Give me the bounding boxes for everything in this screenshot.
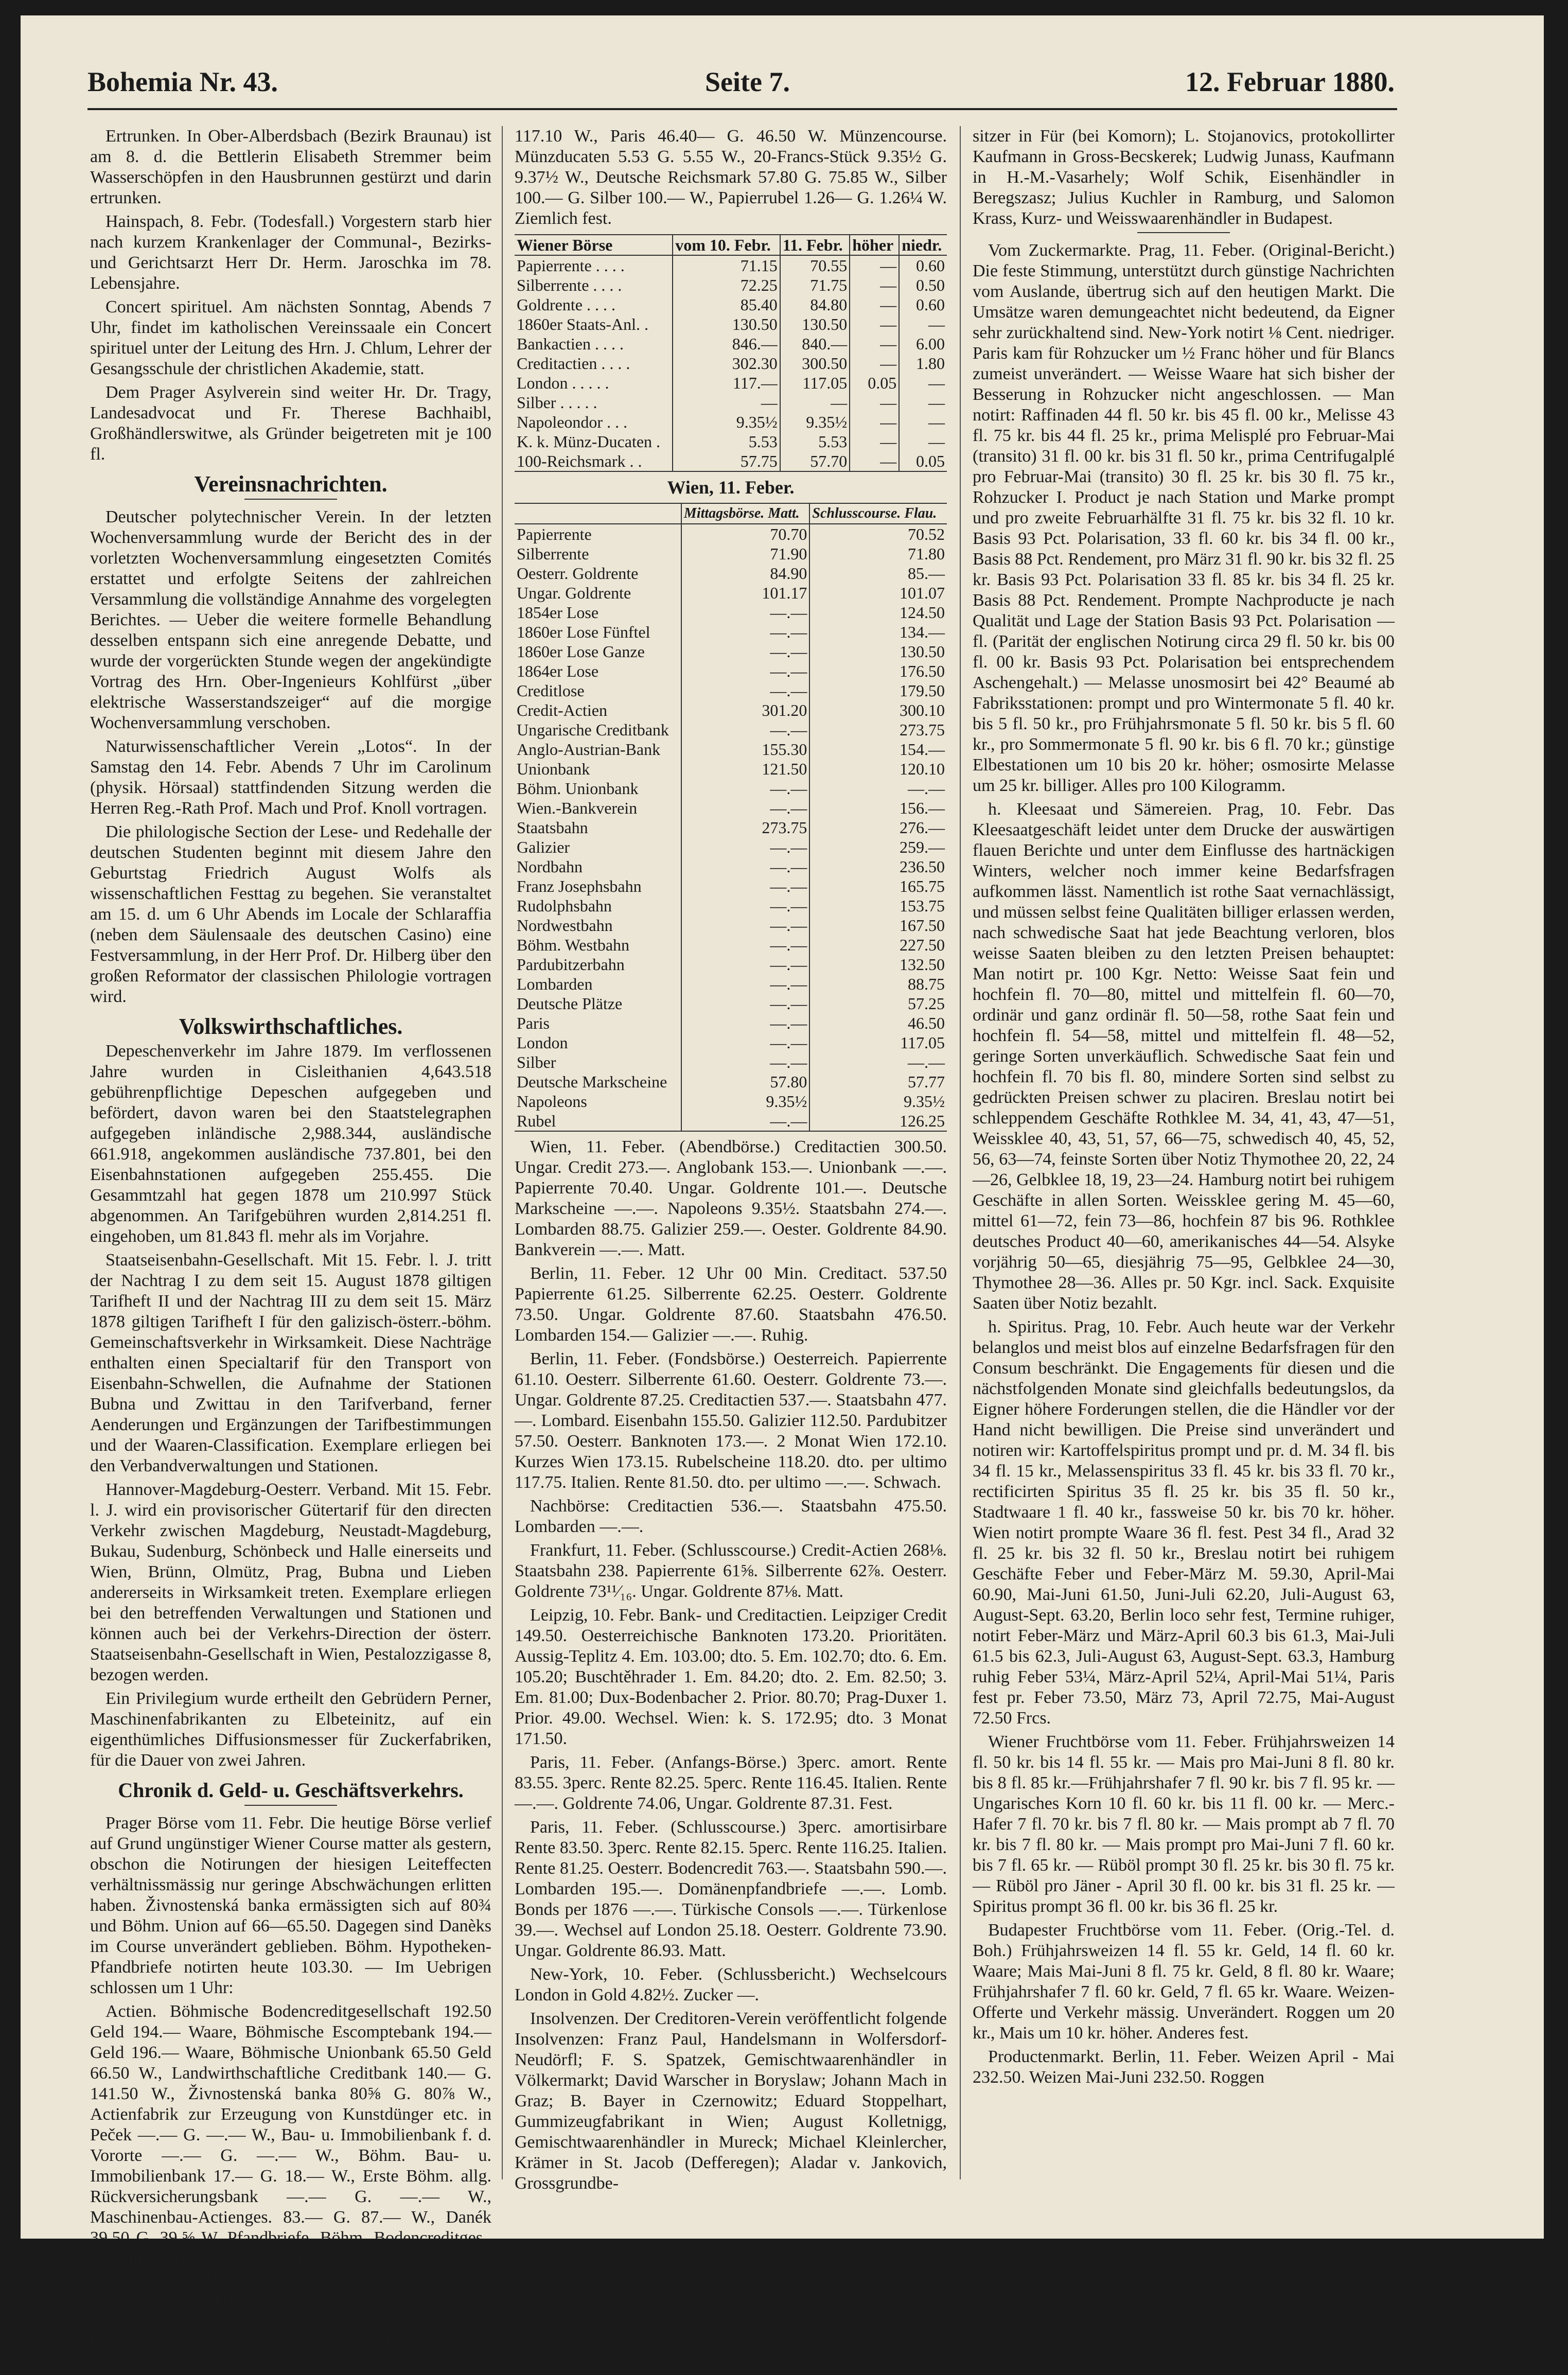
column-2 [515, 126, 947, 2197]
news-item: Depeschenverkehr im Jahre 1879. Im verflossenen Jahre wurden in Cisleithanien 4,643.518 gebührenpflichtige Depeschen aufgegeben und befördert, davon waren bei den Staatstelegraphen aufgegeben inländische 2,988.344, ausländische 661.918, angekommen ausländische 737.801, bei den Eisenbahnstationen aufgegeben 255.455. Die Gesammtzahl hat gegen 1878 um 210.997 Stück abgenommen. An Tarifgebühren wurden 2,814.251 fl. eingehoben, um 81.843 fl. mehr als im Vorjahre. [90, 1042, 491, 1246]
table-cell: — [850, 255, 899, 275]
table-cell: — [850, 334, 899, 354]
table-cell: —.— [681, 681, 809, 700]
table-header-row [515, 503, 947, 524]
table-cell: 85.— [809, 564, 947, 583]
table-cell: 273.75 [681, 818, 809, 837]
news-item: Productenmarkt. Berlin, 11. Feber. Weizen April - Mai 232.50. Weizen Mai-Juni 232.50. Roggen [973, 2047, 1395, 2087]
news-item: Leipzig, 10. Febr. Bank- und Creditactien. Leipziger Credit 149.50. Oesterreichische Banknoten 173.20. Prioritäten. Aussig-Teplitz 4. Em. 103.00; dto. 5. Em. 102.70; dto. 6. Em. 105.20; Buschtěhrader 1. Em. 84.20; dto. 2. Em. 82.50; 3. Em. 81.00; Dux-Bodenbacher 2. Prior. 80.70; Prag-Duxer 1. Prior. 49.00. Wechsel. Wien: k. S. 172.95; dto. 3 Monat 171.50. [515, 1606, 947, 1748]
table-cell: Rubel [517, 1112, 556, 1130]
table-row [515, 740, 947, 759]
table-row [515, 857, 947, 876]
table-cell: 84.80 [780, 295, 850, 314]
table-cell: 132.50 [809, 955, 947, 974]
table-row [515, 1052, 947, 1072]
table-row [515, 661, 947, 681]
table-cell: Nordbahn [517, 857, 583, 876]
section-title-verein: Vereinsnachrichten. [194, 471, 387, 497]
table-row [515, 393, 947, 412]
news-item: Deutscher polytechnischer Verein. In der letzten Wochenversammlung wurde der Bericht des in der vorletzten Wochenversammlung eingesetzten Comités erstattet und erfolgte Seitens der zahlreichen Versammlung die vollständige Annahme des vorgelegten Berichtes. — Ueber die weitere formelle Behandlung desselben entspann sich eine anregende Debatte, und wurde der vorgerückten Stunde wegen der angekündigte Vortrag des Hrn. Ober-Ingenieurs Kohlfürst „über elektrische Wasserstandszeiger“ auf die morgige Wochenversammlung verschoben. [90, 507, 491, 732]
column-header: vom 10. Febr. [673, 235, 780, 255]
table-cell: —.— [681, 935, 809, 955]
table-cell: 165.75 [809, 876, 947, 896]
column-header [515, 503, 681, 524]
table-row [515, 622, 947, 642]
table-cell: — [899, 373, 947, 393]
table-cell: —.— [681, 876, 809, 896]
table-header-row [515, 235, 947, 255]
table-row [515, 955, 947, 974]
table-cell: 85.40 [673, 295, 780, 314]
table-row [515, 334, 947, 354]
news-item: Dem Prager Asylverein sind weiter Hr. Dr. Tragy, Landesadvocat und Fr. Therese Bachhaibl, Großhändlerswitwe, als Gründer beigetreten mit je 100 fl. [90, 383, 491, 464]
news-item: Naturwissenschaftlicher Verein „Lotos“. In der Samstag den 14. Febr. Abends 7 Uhr im Carolinum (physik. Hörsaal) stattfindenden Sitzung werden die Herren Reg.-Rath Prof. Mach und Prof. Knoll vortragen. [90, 737, 491, 818]
table-cell: 101.07 [809, 583, 947, 603]
table-cell: Böhm. Westbahn [517, 936, 630, 954]
table-row [515, 935, 947, 955]
table-cell: 57.77 [809, 1072, 947, 1092]
table-cell: 154.— [809, 740, 947, 759]
table-cell: Silber . . . . . [517, 393, 597, 412]
table-cell: —.— [681, 603, 809, 622]
table-cell: 1864er Lose [517, 662, 599, 680]
table-cell: Silberrente . . . . [517, 276, 622, 294]
table-cell: — [780, 393, 850, 412]
table-cell: 57.70 [780, 451, 850, 471]
table-row [515, 295, 947, 314]
table-cell: 179.50 [809, 681, 947, 700]
table-cell: — [850, 275, 899, 295]
table-cell: Creditactien . . . . [517, 354, 630, 373]
table-row [515, 544, 947, 564]
table-cell: 57.75 [673, 451, 780, 471]
table-cell: 259.— [809, 837, 947, 857]
table-cell: Deutsche Markscheine [517, 1072, 667, 1091]
table-cell: Papierrente [517, 525, 592, 543]
column-header: Mittagsbörse. Matt. [681, 503, 809, 524]
table-cell: 57.25 [809, 994, 947, 1013]
table-cell: 1.80 [899, 354, 947, 373]
table-cell: 121.50 [681, 759, 809, 779]
wiener-boerse-rows [515, 255, 947, 471]
table-cell: 117.05 [780, 373, 850, 393]
table-cell: 9.35½ [673, 412, 780, 432]
table-cell: — [850, 393, 899, 412]
table-cell: Anglo-Austrian-Bank [517, 740, 661, 759]
table-cell: 124.50 [809, 603, 947, 622]
table-row [515, 700, 947, 720]
table-cell: 167.50 [809, 916, 947, 935]
table-cell: Napoleondor . . . [517, 413, 628, 431]
table-cell: —.— [681, 1052, 809, 1072]
news-item: Concert spirituel. Am nächsten Sonntag, Abends 7 Uhr, findet im katholischen Vereinssaale ein Concert spirituel unter der Leitung des Hrn. J. Chlum, Lehrer der Gesangsschule der christlichen Akademie, statt. [90, 297, 491, 378]
table-row [515, 564, 947, 583]
table-cell: —.— [681, 916, 809, 935]
news-item: Wien, 11. Feber. (Abendbörse.) Creditactien 300.50. Ungar. Credit 273.—. Anglobank 153.—. Unionbank —.—. Papierrente 70.40. Ungar. Goldrente 101.—. Deutsche Markscheine —.—. Napoleons 9.35½. Staatsbahn 274.—. Lombarden 88.75. Galizier 259.—. Oester. Goldrente 84.90. Bankverein —.—. Matt. [515, 1137, 947, 1259]
table-row [515, 974, 947, 994]
table-cell: 0.60 [899, 255, 947, 275]
column-divider [502, 126, 503, 2179]
market-reports [515, 1137, 947, 2194]
table-row [515, 354, 947, 373]
commodity-reports [973, 240, 1395, 2088]
table-cell: Deutsche Plätze [517, 994, 623, 1013]
table-cell: 276.— [809, 818, 947, 837]
news-item: sitzer in Für (bei Komorn); L. Stojanovics, protokollirter Kaufmann in Gross-Becskerek; Ludwig Junass, Kaufmann in H.-M.-Vasarhely; Wolf Schik, Eisenhändler in Beregszasz; Julius Kuchler in Ramburg, und Salomon Krass, Kurz- und Weisswaarenhändler in Budapest. [973, 127, 1395, 228]
table-cell: Silberrente [517, 544, 589, 563]
table-cell: 236.50 [809, 857, 947, 876]
table-cell: 840.— [780, 334, 850, 354]
table-cell: 0.50 [899, 275, 947, 295]
wien-courses-table [515, 503, 947, 1132]
table-cell: —.— [681, 661, 809, 681]
table-cell: —.— [681, 720, 809, 740]
table-cell: Rudolphsbahn [517, 896, 612, 915]
table-cell: 117.05 [809, 1033, 947, 1052]
table-cell: 176.50 [809, 661, 947, 681]
table-cell: 130.50 [780, 314, 850, 334]
table-cell: 156.— [809, 798, 947, 818]
table-cell: —.— [681, 1111, 809, 1131]
header-rule [87, 108, 1397, 110]
table-cell: 846.— [673, 334, 780, 354]
news-item: Budapester Fruchtbörse vom 11. Feber. (Orig.-Tel. d. Boh.) Frühjahrsweizen 14 fl. 55 kr. Geld, 14 fl. 60 kr. Waare; Mais Mai-Juni 8 fl. 75 kr. Geld, 8 fl. 80 kr. Waare; Frühjahrshafer 7 fl. 60 kr. Geld, 7 fl. 65 kr. Waare. Weizen-Offerte und Verkehr mässig. Unverändert. Roggen um 20 kr., Mais um 10 kr. höher. Anderes fest. [973, 1921, 1395, 2043]
news-item: Nachbörse: Creditactien 536.—. Staatsbahn 475.50. Lombarden —.—. [515, 1497, 947, 1536]
table-row [515, 642, 947, 661]
table-cell: —.— [681, 1033, 809, 1052]
news-item: Hannover-Magdeburg-Oesterr. Verband. Mit 15. Febr. l. J. wird ein provisorischer Gütertarif für den directen Verkehr zwischen Magdeburg, Neustadt-Magdeburg, Bukau, Sudenburg, Schönbeck und Halle einerseits und Wien, Brünn, Olmütz, Prag, Bubna und Lieben andererseits in Wirksamkeit treten. Exemplare erliegen bei den betreffenden Verwaltungen und Stationen und können auch bei der Verkehrs-Direction der österr. Staatseisenbahn-Gesellschaft in Wien, Pestalozzigasse 8, bezogen werden. [90, 1480, 491, 1684]
table-cell: 0.05 [899, 451, 947, 471]
table-row [515, 720, 947, 740]
table-row [515, 412, 947, 432]
table-cell: 70.55 [780, 255, 850, 275]
table-cell: 130.50 [673, 314, 780, 334]
section-rule [1137, 232, 1230, 233]
table-cell: 0.60 [899, 295, 947, 314]
table-row [515, 876, 947, 896]
table-row [515, 837, 947, 857]
table-cell: Staatsbahn [517, 818, 588, 837]
wien-courses-rows [515, 524, 947, 1131]
table-row [515, 255, 947, 275]
table-cell: 300.10 [809, 700, 947, 720]
table-cell: —.— [681, 857, 809, 876]
table-cell: 134.— [809, 622, 947, 642]
table-cell: 5.53 [780, 432, 850, 451]
table-cell: 117.— [673, 373, 780, 393]
table-cell: K. k. Münz-Ducaten . [517, 432, 661, 451]
news-item: Insolvenzen. Der Creditoren-Verein veröffentlicht folgende Insolvenzen: Franz Paul, Handelsmann in Wolfersdorf-Neudörfl; F. S. Spatzek, Gemischtwaarenhändler in Völkermarkt; David Warscher in Boryslaw; Johann Mach in Graz; B. Bayer in Czernowitz; Eduard Stoppelhart, Gummizeugfabrikant in Wien; August Kolletnigg, Gemischtwaarenhändler in Mureck; Michael Kleinlercher, Krämer in St. Jacob (Defferegen); Aladar v. Jankovich, Grossgrundbe- [515, 2009, 947, 2193]
table-row [515, 994, 947, 1013]
masthead [87, 66, 1395, 102]
table-cell: Franz Josephsbahn [517, 877, 642, 895]
table-row [515, 759, 947, 779]
news-item: h. Kleesaat und Sämereien. Prag, 10. Febr. Das Kleesaatgeschäft leidet unter dem Drucke der auswärtigen flauen Berichte und unter dem Einflusse des hartnäckigen Winters, welcher noch immer keine Bedarfsfragen aufkommen lässt. Namentlich ist rothe Saat vernachlässigt, und müssen selbst feine Qualitäten billiger erlassen werden, nach schwedische Saat hat jede Beachtung verloren, blos weisse Saaten bleiben zu den letzten Preisen behauptet: Man notirt pr. 100 Kgr. Netto: Weisse Saat fein und hochfein fl. 70—80, mittel und mittelfein fl. 60—70, ordinär und ganz ordinär fl. 50—58, rothe Saat fein und hochfein fl. 54—58, mittel und mittelfein fl. 48—52, geringe Sorten unverkäuflich. Schwedische Saat fein und hochfein fl. 70 bis fl. 80, mindere Sorten sind selbst zu gedrückten Preisen schwer zu placiren. Breslau notirt bei schleppendem Geschäfte Rothklee M. 34, 41, 43, 47—51, Weissklee 40, 43, 51, 57, 66—75, schwedisch 40, 45, 52, 56, 63—74, feinste Sorten über Notiz Thymothee 20, 22, 24—26, Gelbklee 18, 19, 23—24. Hamburg notirt bei ruhigem Geschäfte in allen Sorten. Weissklee gering M. 45—60, mittel 61—72, fein 73—86, hochfein 87 bis 96. Rothklee deutsches Product 40—60, amerikanisches 44—54. Alsyke vorjährig 50—65, diesjährig 75—95, Gelbklee 24—30, Thymothee 28—36. Alles pr. 50 Kgr. incl. Sack. Exquisite Saaten über Notiz bezahlt. [973, 800, 1395, 1313]
news-item: Hainspach, 8. Febr. (Todesfall.) Vorgestern starb hier nach kurzem Krankenlager der Communal-, Bezirks- und Gerichtsarzt Herr Dr. Herm. Jaroschka im 78. Lebensjahre. [90, 212, 491, 293]
table-cell: 130.50 [809, 642, 947, 661]
news-item: Frankfurt, 11. Feber. (Schlusscourse.) Credit-Actien 268⅛. Staatsbahn 238. Papierrente 61⅝. Silberrente 62⅞. Oesterr. Goldrente 73¹¹⁄₁₆. Ungar. Goldrente 87⅛. Matt. [515, 1541, 947, 1601]
table-cell: — [899, 412, 947, 432]
table-cell: — [850, 432, 899, 451]
column-divider [960, 126, 961, 2179]
table-cell: Pardubitzerbahn [517, 955, 625, 974]
table-cell: 71.90 [681, 544, 809, 564]
table-cell: —.— [809, 779, 947, 798]
table-cell: —.— [681, 837, 809, 857]
table-cell: 9.35½ [780, 412, 850, 432]
table-cell: — [850, 412, 899, 432]
wien-table-title: Wien, 11. Feber. [667, 477, 795, 498]
table-row [515, 1072, 947, 1092]
news-item: h. Spiritus. Prag, 10. Febr. Auch heute war der Verkehr belanglos und meist blos auf einzelne Bedarfsfragen für den Consum beschränkt. Die Engagements für diesen und die nächstfolgenden Monate sind gleichfalls bedeutungslos, da Eigner höhere Forderungen stellen, die die Händler vor der Hand nicht bewilligen. Die Preise sind unverändert und notiren wir: Kartoffelspiritus prompt und pr. d. M. 34 fl. bis 34 fl. 15 kr., Melassenspiritus 33 fl. 45 kr. bis 33 fl. 70 kr., rectificirten Spiritus 35 fl. 25 kr. bis 35 fl. 50 kr., Stadtwaare 1 fl. 40 kr., fassweise 50 kr. bis 70 kr. höher. Wien notirt prompte Waare 36 fl. fest. Pest 34 fl., Arad 32 fl. 25 kr. bis 32 fl. 50 kr., Breslau notirt bei ruhigem Geschäfte Feber und Feber-März M. 59.30, April-Mai 60.90, Mai-Juni 61.50, Juni-Juli 62.20, Juli-August 63, August-Sept. 63.20, Berlin loco sehr fest, Termine ruhiger, notirt Feber-März und März-April 60.3 bis 61.3, Mai-Juli 61.5 bis 62.3, Juli-August 63, August-Sept. 63.3, Hamburg ruhig Feber 53¼, März-April 52¼, April-Mai 51¼, Paris fest pr. Feber 73.50, März 73, April 72.75, Mai-August 72.50 Frcs. [973, 1317, 1395, 1728]
news-item: Die philologische Section der Lese- und Redehalle der deutschen Studenten beginnt mit diesem Jahre den Geburtstag Friedrich August Wolfs als wissenschaftlichen Festtag zu begehen. Sie veranstaltet am 15. d. um 6 Uhr Abends im Locale der Schlaraffia (neben dem Säulensaale des deutschen Casino) eine Festversammlung, in der Herr Prof. Dr. Hilberg über den großen Reformator der classischen Philologie vortragen wird. [90, 822, 491, 1006]
section-title-chronik: Chronik d. Geld- u. Geschäftsverkehrs. [118, 1779, 464, 1802]
table-row [515, 451, 947, 471]
table-row [515, 779, 947, 798]
table-cell: 1860er Lose Fünftel [517, 623, 650, 641]
news-item: Staatseisenbahn-Gesellschaft. Mit 15. Febr. l. J. tritt der Nachtrag I zu dem seit 15. August 1878 giltigen Tarifheft II und der Nachtrag III zu dem seit 15. März 1878 giltigen Tarifheft I für den galizisch-österr.-böhm. Gemeinschaftsverkehr in Wirksamkeit. Diese Nachträge enthalten einen Specialtarif für den Transport von Eisenbahn-Schwellen, die Aufnahme der Stationen Bubna und Zwittau in den Tarifverband, ferner Aenderungen und Ergänzungen der Tarifbestimmungen und der Waaren-Classification. Exemplare erliegen bei den Verbandverwaltungen und Stationen. [90, 1251, 491, 1475]
table-cell: —.— [681, 779, 809, 798]
news-item: Wiener Fruchtbörse vom 11. Feber. Frühjahrsweizen 14 fl. 50 kr. bis 14 fl. 55 kr. — Mais pro Mai-Juni 8 fl. 80 kr. bis 8 fl. 85 kr.—Frühjahrshafer 7 fl. 90 kr. bis 7 fl. 95 kr. — Ungarisches Korn 10 fl. 60 kr. bis 11 fl. 00 kr. — Merc.-Hafer 7 fl. 70 kr. bis 7 fl. 80 kr. — Mais prompt ab 7 fl. 70 kr. bis 7 fl. 80 kr. — Mais prompt pro Mai-Juni 7 fl. 60 kr. bis 7 fl. 65 kr. — Rüböl prompt 30 fl. 25 kr. bis 30 fl. 75 kr. — Rüböl pro Jäner - April 30 fl. 00 kr. bis 31 fl. 25 kr. — Spiritus prompt 36 fl. 00 kr. bis 36 fl. 25 kr. [973, 1732, 1395, 1916]
table-cell: —.— [681, 622, 809, 642]
news-item: Vom Zuckermarkte. Prag, 11. Feber. (Original-Bericht.) Die feste Stimmung, unterstützt durch günstige Nachrichten vom Auslande, übertrug sich auf den heutigen Markt. Die Umsätze waren demungeachtet nicht bedeutend, da Eigner sehr zurückhaltend sind. New-York notirt ⅛ Cent. niedriger. Paris kam für Rohzucker um ½ Franc höher und für Blancs zumeist unverändert. — Weisse Waare hat sich bisher der Besserung in Rohzucker nicht angeschlossen. — Man notirt: Raffinaden 44 fl. 50 kr. bis 45 fl. 00 kr., Melisse 43 fl. 75 kr. bis 44 fl. 25 kr., prima Melisplé pro Februar-Mai (transito) 31 fl. 00 kr. bis 31 fl. 50 kr., prima Centrifugalplé pro Februar-Mai (transito) 30 fl. 25 kr. bis 30 fl. 75 kr., Rohzucker I. Product je nach Station und Marke prompt und pro zweite Februarhälfte 31 fl. 75 kr. bis 32 fl. 10 kr. Basis 93 Pct. Polarisation, 33 fl. 60 kr. bis 34 fl. 00 kr., Basis 88 Pct. Rendement, pro März 31 fl. 90 kr. bis 32 fl. 25 kr. Basis 93 Pct. Polarisation 33 fl. 85 kr. bis 34 fl. 25 kr. Basis 88 Pct. Rendement. Prompte Nachproducte je nach Qualität und Lage der Station Basis 93 Pct. Polarisation — fl. (Parität der englischen Notirung circa 29 fl. 50 kr. bis 00 fl. 00 kr. Basis 93 Pct. Polarisation bei entsprechendem Aschengehalt.) — Melasse unosmosirt bei 42° Beaumé ab Fabriksstationen: prompt und pro Wintermonate 5 fl. 40 kr. bis 5 fl. 50 kr., pro Frühjahrsmonate 5 fl. 50 kr. bis 5 fl. 60 kr., pro Sommermonate 5 fl. 90 kr. bis 6 fl. 70 kr.; günstige Elbestationen um 10 bis 20 kr. höher; osmosirte Melasse um 25 kr. billiger. Alles pro 100 Kilogramm. [973, 241, 1395, 795]
table-cell: 71.15 [673, 255, 780, 275]
table-cell: 57.80 [681, 1072, 809, 1092]
table-cell: 70.70 [681, 524, 809, 544]
table-cell: —.— [681, 798, 809, 818]
news-item: New-York, 10. Feber. (Schlussbericht.) Wechselcours London in Gold 4.82½. Zucker —. [515, 1965, 947, 2004]
table-cell: Oesterr. Goldrente [517, 564, 639, 583]
table-row [515, 1092, 947, 1111]
table-cell: 84.90 [681, 564, 809, 583]
table-cell: 71.75 [780, 275, 850, 295]
table-cell: —.— [809, 1052, 947, 1072]
news-item: Berlin, 11. Feber. 12 Uhr 00 Min. Creditact. 537.50 Papierrente 61.25. Silberrente 62.25. Oesterr. Goldrente 73.50. Ungar. Goldrente 87.60. Staatsbahn 476.50. Lombarden 154.— Galizier —.—. Ruhig. [515, 1264, 947, 1345]
table-cell: — [899, 393, 947, 412]
table-cell: Paris [517, 1014, 550, 1032]
table-row [515, 896, 947, 916]
table-cell: Credit-Actien [517, 701, 607, 719]
column-header: niedr. [899, 235, 947, 255]
wiener-boerse-table [515, 234, 947, 472]
table-row [515, 275, 947, 295]
news-item: Paris, 11. Feber. (Anfangs-Börse.) 3perc. amort. Rente 83.55. 3perc. Rente 82.25. 5perc. Rente 116.45. Italien. Rente —.—. Goldrente 74.06, Ungar. Goldrente 87.31. Fest. [515, 1753, 947, 1813]
table-cell: 300.50 [780, 354, 850, 373]
table-cell: Ungar. Goldrente [517, 584, 631, 602]
table-row [515, 524, 947, 544]
table-cell: — [850, 295, 899, 314]
news-item: Ertrunken. In Ober-Alberdsbach (Bezirk Braunau) ist am 8. d. die Bettlerin Elisabeth Stremmer beim Wasserschöpfen in den Hausbrunnen gestürzt und darin ertrunken. [90, 127, 491, 207]
table-cell: 46.50 [809, 1013, 947, 1033]
news-item: Ein Privilegium wurde ertheilt den Gebrüdern Perner, Maschinenfabrikanten zu Elbeteinitz, auf ein eigenthümliches Diffusionsmesser für Zuckerfabriken, für die Dauer von zwei Jahren. [90, 1689, 491, 1770]
table-cell: Silber [517, 1053, 556, 1071]
table-cell: London [517, 1033, 568, 1052]
table-row [515, 681, 947, 700]
table-cell: 71.80 [809, 544, 947, 564]
column-header: höher [850, 235, 899, 255]
table-cell: — [899, 432, 947, 451]
table-cell: 302.30 [673, 354, 780, 373]
table-cell: Wien.-Bankverein [517, 799, 638, 817]
table-cell: —.— [681, 974, 809, 994]
table-cell: 153.75 [809, 896, 947, 916]
table-cell: 0.05 [850, 373, 899, 393]
table-cell: London . . . . . [517, 374, 609, 392]
table-cell: —.— [681, 1013, 809, 1033]
table-cell: 101.17 [681, 583, 809, 603]
table-cell: 120.10 [809, 759, 947, 779]
table-cell: 70.52 [809, 524, 947, 544]
table-cell: Goldrente . . . . [517, 295, 615, 314]
table-cell: —.— [681, 994, 809, 1013]
table-cell: 301.20 [681, 700, 809, 720]
table-cell: —.— [681, 896, 809, 916]
table-cell: 72.25 [673, 275, 780, 295]
column-header: 11. Febr. [780, 235, 850, 255]
table-cell: Lombarden [517, 975, 593, 993]
table-cell: —.— [681, 955, 809, 974]
table-row [515, 1033, 947, 1052]
news-item: Prager Börse vom 11. Febr. Die heutige Börse verlief auf Grund ungünstiger Wiener Course matter als gestern, obschon die Notirungen der hiesigen Leiteffecten verhältnissmässig nur geringe Abschwächungen erlitten haben. Živnostenská banka ermässigten sich auf 80¾ und Böhm. Union auf 66—65.50. Dagegen sind Danèks im Course unverändert geblieben. Böhm. Hypotheken-Pfandbriefe notirten heute 103.30. — Im Uebrigen schlossen um 1 Uhr: [90, 1814, 491, 1997]
news-item: Berlin, 11. Feber. (Fondsbörse.) Oesterreich. Papierrente 61.10. Oesterr. Silberrente 61.60. Oesterr. Goldrente 73.—. Ungar. Goldrente 87.25. Creditactien 537.—. Staatsbahn 477.—. Lombard. Eisenbahn 155.50. Galizier 112.50. Pardubitzer 57.50. Oesterr. Banknoten 173.—. 2 Monat Wien 172.10. Kurzes Wien 173.15. Rubelscheine 118.20. dto. per ultimo 117.75. Italien. Rente 81.50. dto. per ultimo —.—. Schwach. [515, 1349, 947, 1492]
issue-date: 12. Februar 1880. [1185, 66, 1395, 97]
table-row [515, 798, 947, 818]
table-row [515, 432, 947, 451]
table-cell: Creditlose [517, 681, 585, 700]
table-cell: 88.75 [809, 974, 947, 994]
table-row [515, 1111, 947, 1131]
table-cell: 273.75 [809, 720, 947, 740]
table-cell: Böhm. Unionbank [517, 779, 639, 798]
table-cell: 100-Reichsmark . . [517, 452, 642, 470]
table-cell: Unionbank [517, 760, 590, 778]
table-cell: — [899, 314, 947, 334]
news-item: Paris, 11. Feber. (Schlusscourse.) 3perc. amortisirbare Rente 83.50. 3perc. Rente 82.15. 5perc. Rente 116.25. Italien. Rente 81.25. Oesterr. Bodencredit 763.—. Staatsbahn 590.—. Lombarden 195.—. Domänenpfandbriefe —.—. Lomb. Bonds per 1876 —.—. Türkische Consols —.—. Türkenlose 39.—. Wechsel auf London 25.18. Oesterr. Goldrente 73.90. Ungar. Goldrente 86.93. Matt. [515, 1818, 947, 1960]
column-header: Schlusscourse. Flau. [809, 503, 947, 524]
table-cell: Ungarische Creditbank [517, 720, 669, 739]
table-row [515, 314, 947, 334]
section-rule [244, 1805, 337, 1806]
column-header: Wiener Börse [515, 235, 673, 255]
table-row [515, 583, 947, 603]
page-number: Seite 7. [705, 66, 790, 97]
table-cell: 5.53 [673, 432, 780, 451]
column-3 [973, 126, 1395, 2091]
news-item: 117.10 W., Paris 46.40— G. 46.50 W. Münzencourse. Münzducaten 5.53 G. 5.55 W., 20-Francs-Stück 9.35½ G. 9.37½ W., Deutsche Reichsmark 57.80 G. 75.85 W., Silber 100.— G. Silber 100.— W., Papierrubel 1.26— G. 1.26¼ W. Ziemlich fest. [515, 127, 947, 228]
table-cell: 126.25 [809, 1111, 947, 1131]
table-cell: Galizier [517, 838, 570, 856]
table-row [515, 603, 947, 622]
table-row [515, 916, 947, 935]
table-cell: Bankactien . . . . [517, 335, 624, 353]
paper-issue: Bohemia Nr. 43. [87, 66, 278, 97]
table-cell: 227.50 [809, 935, 947, 955]
table-cell: Papierrente . . . . [517, 256, 625, 275]
news-item: Actien. Böhmische Bodencreditgesellschaft 192.50 Geld 194.— Waare, Böhmische Escomptebank 194.— Geld 196.— Waare, Böhmische Unionbank 65.50 Geld 66.50 W., Landwirthschaftliche Creditbank 140.— G. 141.50 W., Živnostenská banka 80⅝ G. 80⅞ W., Actienfabrik zur Erzeugung von Kunstdünger etc. in Peček —.— G. —.— W., Bau- u. Immobilienbank f. d. Vororte —.— G. —.— W., Böhm. Bau- u. Immobilienbank 17.— G. 18.— W., Erste Böhm. allg. Rückversicherungsbank —.— G. —.— W., Maschinenbau-Actienges. 83.— G. 87.— W., Danék 39.50 G. 39.⅝ W. Pfandbriefe. Böhm. Bodencreditges., verl. in 36 Jahren 5½ pCt. 102.— G. —.— W., Böhm. Bodencreditgesellschaft in 33 J. rückz. 6 pCt. 106.— G. —.— W., Böhm. Hypothekenbank 103.30 G. 103.50 W., Wechselcourse. Amsterdam 97.25 G. 97.50— W., Deutsche Bankplätze 57.20 G. 57.30 W., London 116.90 G. [90, 2002, 491, 2371]
table-cell: 1860er Staats-Anl. . [517, 315, 648, 333]
table-cell: 9.35½ [681, 1092, 809, 1111]
table-cell: 1854er Lose [517, 603, 599, 622]
column-1 [90, 126, 491, 2375]
table-row [515, 1013, 947, 1033]
table-cell: Nordwestbahn [517, 916, 613, 935]
table-cell: — [850, 354, 899, 373]
table-row [515, 818, 947, 837]
table-row [515, 373, 947, 393]
table-cell: 155.30 [681, 740, 809, 759]
table-cell: — [673, 393, 780, 412]
table-cell: Napoleons [517, 1092, 587, 1111]
table-cell: — [850, 314, 899, 334]
table-cell: —.— [681, 642, 809, 661]
section-rule [244, 499, 337, 500]
table-cell: 6.00 [899, 334, 947, 354]
section-title-volkswirthschaft: Volkswirthschaftliches. [179, 1014, 403, 1039]
table-cell: 1860er Lose Ganze [517, 642, 645, 661]
table-cell: — [850, 451, 899, 471]
table-cell: 9.35½ [809, 1092, 947, 1111]
